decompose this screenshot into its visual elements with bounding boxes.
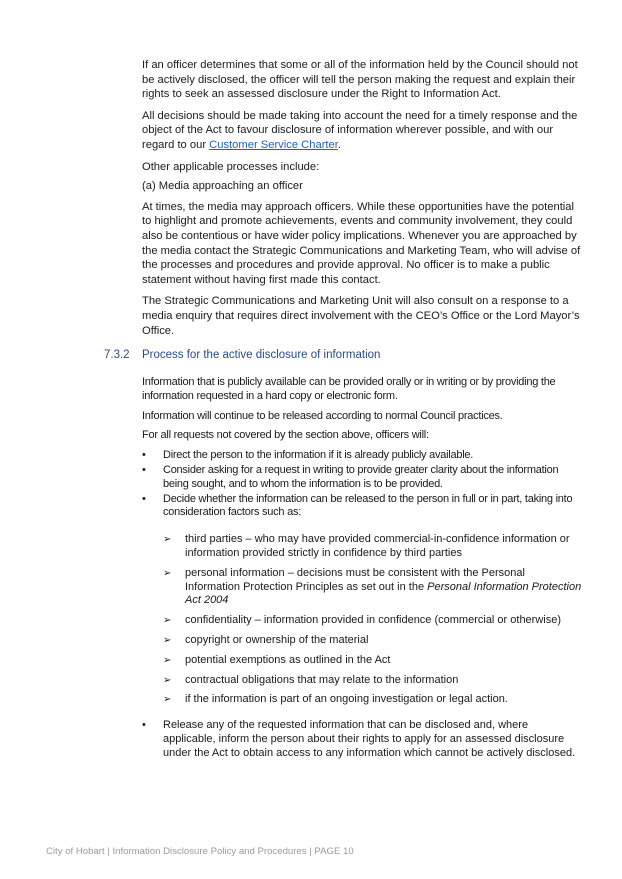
sub-list-item xyxy=(163,674,582,688)
paragraph-active-disclosure-refusal: If an officer determines that some or all of the information held by the Council should not be actively disclosed, the officer will tell the person making the request and explain their rights to seek an assessed disclosure under the Right to Information Act. xyxy=(142,59,578,101)
section-heading xyxy=(104,349,380,361)
list-item xyxy=(142,719,582,760)
act-title: Personal Information Protection Act 2004 xyxy=(185,580,582,607)
arrow-bullet-icon: ➢ xyxy=(163,634,172,646)
paragraph-media-enquiry: The Strategic Communications and Marketing Unit will also consult on a response to a media enquiry that requires direct involvement with the CEO’s Office or the Lord Mayor’s Office. xyxy=(142,295,580,337)
paragraph-timely-response xyxy=(142,109,582,153)
list-item xyxy=(142,464,582,492)
list-item xyxy=(142,449,582,463)
list-item-text: Consider asking for a request in writing to provide greater clarity about the information being sought, and to whom the information is to be provided. xyxy=(163,463,559,490)
sub-list-item-text: potential exemptions as outlined in the Act xyxy=(185,653,391,666)
paragraph-text: All decisions should be made taking into account the need for a timely response and the object of the Act to favour disclosure of information wherever possible, and with our regard to our xyxy=(142,109,578,151)
bullet-icon: • xyxy=(142,449,146,462)
sub-list-item-text: if the information is part of an ongoing investigation or legal action. xyxy=(185,693,508,706)
page-footer: City of Hobart | Information Disclosure Policy and Procedures | PAGE 10 xyxy=(46,846,354,857)
sub-list-item-text: contractual obligations that may relate to the information xyxy=(185,673,459,686)
paragraph-publicly-available: Information that is publicly available can be provided orally or in writing or by providing the information requested in a hard copy or electronic form. xyxy=(142,376,556,402)
bullet-icon: • xyxy=(142,463,146,476)
sub-list-item xyxy=(163,533,582,561)
list-item xyxy=(142,493,582,708)
sub-list-item xyxy=(163,614,582,628)
paragraph-requests-not-covered: For all requests not covered by the section above, officers will: xyxy=(142,429,429,442)
list-item-text: Decide whether the information can be released to the person in full or in part, taking into consideration factors such as: xyxy=(163,492,573,519)
customer-service-charter-link[interactable]: Customer Service Charter xyxy=(209,138,338,151)
list-item-text: Direct the person to the information if it is already publicly available. xyxy=(163,449,474,462)
officer-actions-list xyxy=(142,449,582,760)
paragraph-normal-practices: Information will continue to be released according to normal Council practices. xyxy=(142,409,503,422)
sub-list-item xyxy=(163,693,582,707)
sub-list-item xyxy=(163,654,582,668)
sub-list-item-text: confidentiality – information provided in confidence (commercial or otherwise) xyxy=(185,614,562,627)
arrow-bullet-icon: ➢ xyxy=(163,534,172,546)
section-number: 7.3.2 xyxy=(104,349,130,361)
body-text xyxy=(142,58,582,338)
sub-list-item xyxy=(163,634,582,648)
sub-list-item-text: copyright or ownership of the material xyxy=(185,633,369,646)
consideration-factors-list xyxy=(163,533,582,707)
section-title: Process for the active disclosure of information xyxy=(142,349,381,361)
section-body xyxy=(142,376,582,762)
paragraph-text-end: . xyxy=(337,138,341,151)
arrow-bullet-icon: ➢ xyxy=(163,674,172,686)
paragraph-other-processes: Other applicable processes include: xyxy=(142,160,320,173)
sub-list-item xyxy=(163,567,582,608)
sub-list-item-text: personal information – decisions must be consistent with the Personal Information Protection Principles as set out in the xyxy=(185,566,525,593)
bullet-icon: • xyxy=(142,719,146,732)
arrow-bullet-icon: ➢ xyxy=(163,567,172,579)
arrow-bullet-icon: ➢ xyxy=(163,694,172,706)
bullet-icon: • xyxy=(142,492,146,505)
arrow-bullet-icon: ➢ xyxy=(163,654,172,666)
subheading-media: (a) Media approaching an officer xyxy=(142,180,303,193)
list-item-text: Release any of the requested information that can be disclosed and, where applicable, inform the person about their rights to apply for an assessed disclosure under the Act to obtain access to any information which cannot be actively disclosed. xyxy=(163,719,576,759)
arrow-bullet-icon: ➢ xyxy=(163,615,172,627)
paragraph-media-approach: At times, the media may approach officers. While these opportunities have the potential to highlight and promote achievements, events and community involvement, they could also be contentious or have wider policy implications. Whenever you are approached by the media contact the Strategic Communications and Marketing Team, who will advise of the processes and procedures and provide approval. No officer is to make a public statement without having first made this contact. xyxy=(142,200,581,286)
sub-list-item-text: third parties – who may have provided commercial-in-confidence information or information provided strictly in confidence by third parties xyxy=(185,533,570,559)
